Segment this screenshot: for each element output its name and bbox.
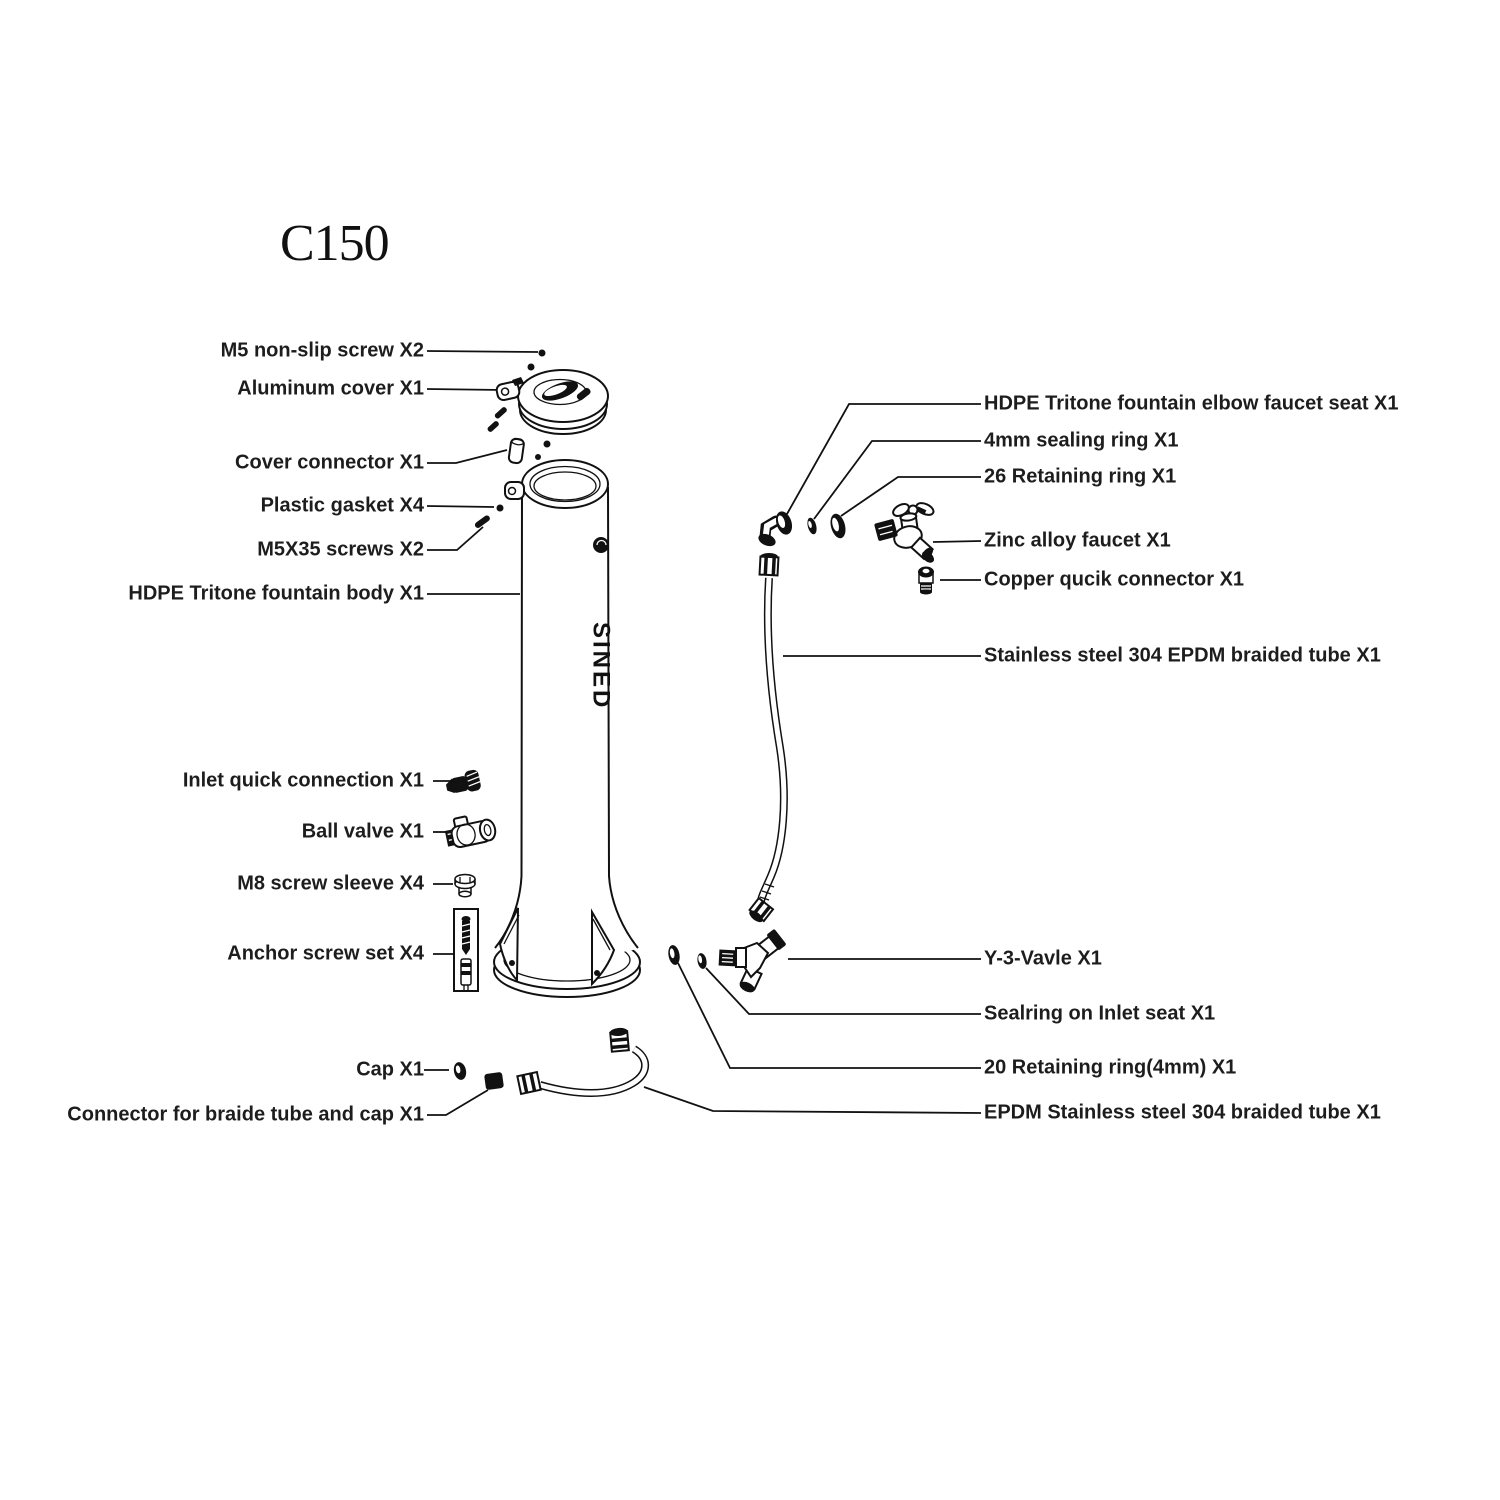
aluminum-cover-drawing <box>496 370 608 434</box>
label-copper-quick-connector: Copper qucik connector X1 <box>984 568 1245 591</box>
y-valve-drawing <box>719 929 787 995</box>
label-y-3-valve: Y-3-Vavle X1 <box>984 947 1102 970</box>
label-inlet-quick-connection: Inlet quick connection X1 <box>182 769 424 792</box>
label-anchor-screw-set: Anchor screw set X4 <box>227 942 424 965</box>
leader-lines <box>424 351 981 1115</box>
fountain-body-drawing <box>494 460 640 997</box>
epdm-tube-short-drawing <box>517 1027 645 1094</box>
label-zinc-alloy-faucet: Zinc alloy faucet X1 <box>984 529 1171 552</box>
inlet-quick-connection-drawing <box>444 769 482 797</box>
braided-tube-long-drawing <box>747 553 784 925</box>
inlet-sealring-drawing <box>696 952 708 969</box>
label-inlet-sealring: Sealring on Inlet seat X1 <box>984 1002 1216 1025</box>
ball-valve-drawing <box>443 811 497 850</box>
retaining-ring-20-drawing <box>667 944 681 966</box>
label-m5x35-screws: M5X35 screws X2 <box>257 538 424 561</box>
label-cover-connector: Cover connector X1 <box>235 451 424 474</box>
plastic-gasket-drawing <box>497 505 504 512</box>
label-fountain-body: HDPE Tritone fountain body X1 <box>128 582 424 605</box>
retaining-ring-26-drawing <box>828 512 848 540</box>
label-braided-tube-long: Stainless steel 304 EPDM braided tube X1 <box>984 644 1381 667</box>
label-4mm-sealing-ring: 4mm sealing ring X1 <box>984 429 1179 452</box>
label-20-retaining-ring: 20 Retaining ring(4mm) X1 <box>984 1056 1237 1079</box>
braid-connector-drawing <box>484 1072 504 1090</box>
label-braid-tube-connector: Connector for braide tube and cap X1 <box>67 1103 424 1126</box>
anchor-screw-set-drawing <box>454 909 478 991</box>
label-aluminum-cover: Aluminum cover X1 <box>237 377 424 400</box>
copper-connector-drawing <box>918 567 934 595</box>
cover-connector-drawing <box>508 438 550 464</box>
svg-text:SINED: SINED <box>587 622 615 711</box>
elbow-faucet-seat-drawing <box>757 509 795 548</box>
cap-drawing <box>452 1061 467 1081</box>
sealing-ring-4mm-drawing <box>806 517 819 536</box>
label-elbow-faucet-seat: HDPE Tritone fountain elbow faucet seat X1 <box>984 392 1399 415</box>
label-m5-non-slip-screw: M5 non-slip screw X2 <box>220 339 424 362</box>
label-epdm-braided-tube: EPDM Stainless steel 304 braided tube X1 <box>984 1101 1381 1124</box>
label-26-retaining-ring: 26 Retaining ring X1 <box>984 465 1177 488</box>
page-title: C150 <box>280 215 389 272</box>
label-ball-valve: Ball valve X1 <box>301 820 424 843</box>
zinc-alloy-faucet-drawing <box>874 501 936 565</box>
label-m8-screw-sleeve: M8 screw sleeve X4 <box>237 872 424 895</box>
label-cap: Cap X1 <box>356 1058 424 1081</box>
m8-screw-sleeve-drawing <box>455 875 475 897</box>
label-plastic-gasket: Plastic gasket X4 <box>260 494 424 517</box>
